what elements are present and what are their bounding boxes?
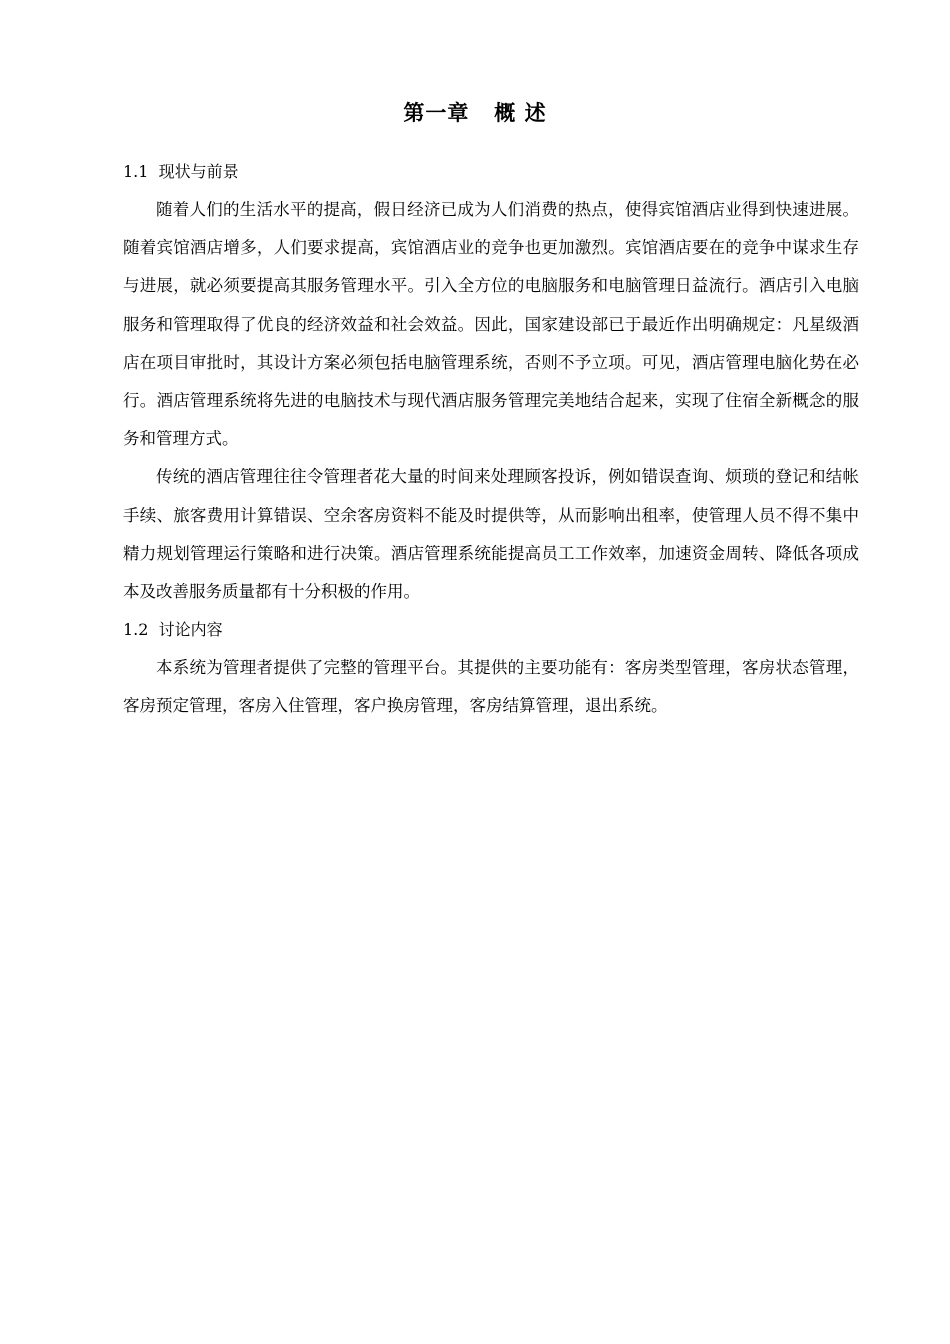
section-heading: 1.2 讨论内容	[123, 620, 223, 640]
section-1-2	[123, 611, 859, 725]
chapter-title: 第一章 概 述	[403, 101, 547, 125]
section-1-1	[123, 153, 859, 611]
paragraph: 传统的酒店管理往往令管理者花大量的时间来处理顾客投诉，例如错误查询、烦琐的登记和结帐手续、旅客费用计算错误、空余客房资料不能及时提供等，从而影响出租率，使管理人员不得不集中精力规划管理运行策略和进行决策。酒店管理系统能提高员工工作效率，加速资金周转、降低各项成本及改善服务质量都有十分积极的作用。	[123, 467, 859, 602]
section-heading: 1.1 现状与前景	[123, 162, 239, 181]
paragraph: 随着人们的生活水平的提高，假日经济已成为人们消费的热点，使得宾馆酒店业得到快速进展。随着宾馆酒店增多，人们要求提高，宾馆酒店业的竞争也更加激烈。宾馆酒店要在的竞争中谋求生存与进展，就必须要提高其服务管理水平。引入全方位的电脑服务和电脑管理日益流行。酒店引入电脑服务和管理取得了优良的经济效益和社会效益。因此，国家建设部已于最近作出明确规定：凡星级酒店在项目审批时，其设计方案必须包括电脑管理系统，否则不予立项。可见，酒店管理电脑化势在必行。酒店管理系统将先进的电脑技术与现代酒店服务管理完美地结合起来，实现了住宿全新概念的服务和管理方式。	[123, 200, 859, 449]
document-body	[123, 153, 859, 726]
paragraph: 本系统为管理者提供了完整的管理平台。其提供的主要功能有：客房类型管理，客房状态管理，客房预定管理，客房入住管理，客户换房管理，客房结算管理，退出系统。	[123, 658, 859, 716]
